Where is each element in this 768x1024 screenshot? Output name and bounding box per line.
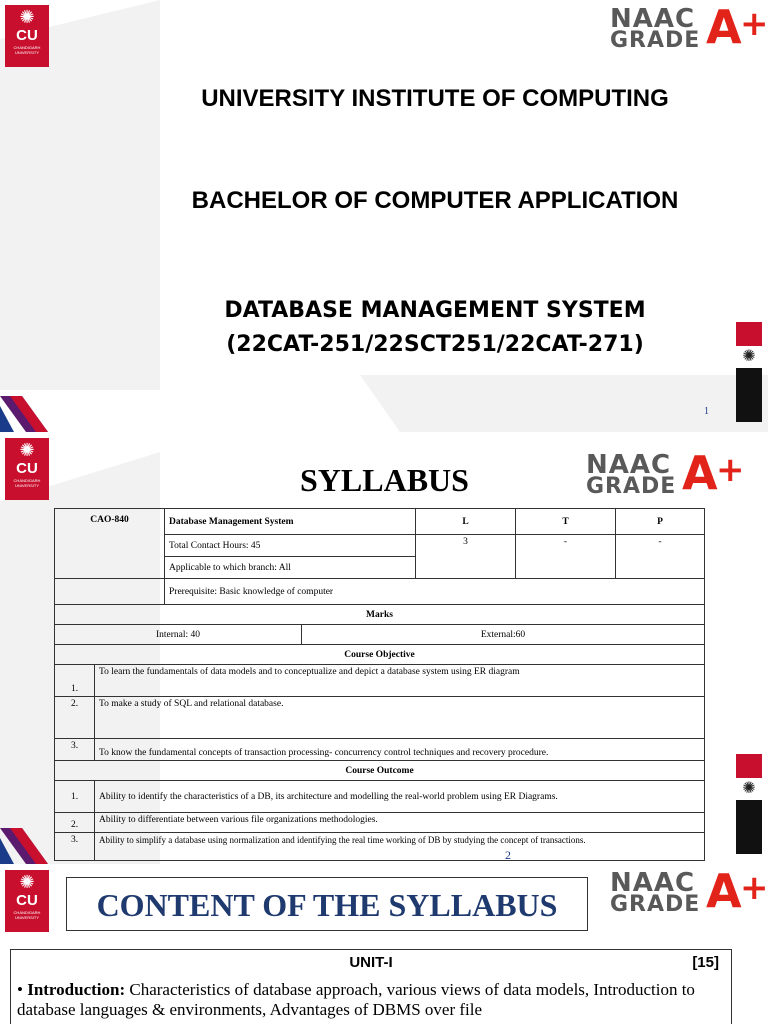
l-header: L bbox=[416, 509, 516, 535]
unit-intro: • Introduction: Characteristics of database approach, various views of data models, Introduction to database languages & environments, Advantages of DBMS over file bbox=[17, 980, 695, 1019]
prerequisite: Prerequisite: Basic knowledge of computer bbox=[165, 579, 705, 605]
t-value: - bbox=[516, 535, 616, 579]
outcome-text: Ability to identify the characteristics of a DB, its architecture and modelling the real-world problem using ER Diagrams. bbox=[95, 781, 705, 813]
gear-icon: ✺ bbox=[19, 7, 35, 27]
outcome-num: 3. bbox=[55, 833, 95, 861]
course-code: CAO-840 bbox=[55, 509, 165, 579]
gear-icon: ✺ bbox=[736, 346, 762, 368]
objective-num: 1. bbox=[55, 665, 95, 697]
slide-content bbox=[0, 864, 768, 1024]
marks-header: Marks bbox=[55, 605, 705, 625]
content-title: CONTENT OF THE SYLLABUS bbox=[66, 877, 588, 931]
bullet: • bbox=[17, 980, 23, 999]
subject-name: Database Management System bbox=[165, 509, 416, 535]
objective-num: 3. bbox=[55, 739, 95, 761]
corner-stripe bbox=[0, 396, 48, 432]
page-title: SYLLABUS bbox=[300, 462, 469, 498]
naac-logo: NAAC GRADE A + bbox=[610, 0, 768, 54]
unit-hours: [15] bbox=[692, 954, 719, 971]
internal-marks: Internal: 40 bbox=[55, 625, 302, 645]
cu-logo: ✺ CU CHANDIGARH UNIVERSITY bbox=[5, 5, 49, 67]
p-header: P bbox=[616, 509, 705, 535]
cu-logo: ✺ CU CHANDIGARH UNIVERSITY bbox=[5, 438, 49, 500]
naac-logo: NAAC GRADE A + bbox=[586, 446, 745, 500]
unit-box bbox=[10, 949, 732, 1024]
t-header: T bbox=[516, 509, 616, 535]
gear-icon: ✺ bbox=[736, 778, 762, 800]
objective-header: Course Objective bbox=[55, 645, 705, 665]
gear-icon: ✺ bbox=[19, 440, 35, 460]
program-title: BACHELOR OF COMPUTER APPLICATION bbox=[191, 187, 679, 214]
unit-heading: UNIT-I bbox=[349, 954, 393, 971]
page-number: 2 bbox=[505, 848, 511, 862]
objective-text: To learn the fundamentals of data models and to conceptualize and depict a database system using ER diagram bbox=[95, 665, 705, 697]
institute-title: UNIVERSITY INSTITUTE OF COMPUTING bbox=[201, 85, 669, 112]
gear-icon: ✺ bbox=[19, 872, 35, 892]
corner-stripe bbox=[0, 828, 48, 864]
outcome-text: Ability to differentiate between various file organizations methodologies. bbox=[95, 813, 705, 833]
side-decoration bbox=[736, 322, 762, 422]
cu-logo: ✺ CU CHANDIGARH UNIVERSITY bbox=[5, 870, 49, 932]
side-decoration bbox=[736, 754, 762, 854]
background-shape bbox=[360, 375, 768, 432]
outcome-text: Ability to simplify a database using normalization and identifying the real time working of DB by studying the concept of transactions. bbox=[95, 833, 705, 861]
course-title: DATABASE MANAGEMENT SYSTEM (22CAT-251/22SCT251/22CAT-271) bbox=[224, 298, 646, 357]
outcome-header: Course Outcome bbox=[55, 761, 705, 781]
outcome-num: 2. bbox=[55, 813, 95, 833]
syllabus-table bbox=[54, 508, 705, 861]
contact-hours: Total Contact Hours: 45 bbox=[165, 535, 416, 557]
page-number: 1 bbox=[704, 406, 709, 417]
p-value: - bbox=[616, 535, 705, 579]
objective-num: 2. bbox=[55, 697, 95, 739]
slide-syllabus bbox=[0, 432, 768, 864]
l-value: 3 bbox=[416, 535, 516, 579]
branch: Applicable to which branch: All bbox=[165, 557, 416, 579]
naac-logo: NAAC GRADE A + bbox=[610, 864, 768, 918]
external-marks: External:60 bbox=[302, 625, 705, 645]
objective-text: To know the fundamental concepts of transaction processing- concurrency control techniques and recovery procedure. bbox=[95, 739, 705, 761]
outcome-num: 1. bbox=[55, 781, 95, 813]
slide-title bbox=[0, 0, 768, 432]
objective-text: To make a study of SQL and relational database. bbox=[95, 697, 705, 739]
